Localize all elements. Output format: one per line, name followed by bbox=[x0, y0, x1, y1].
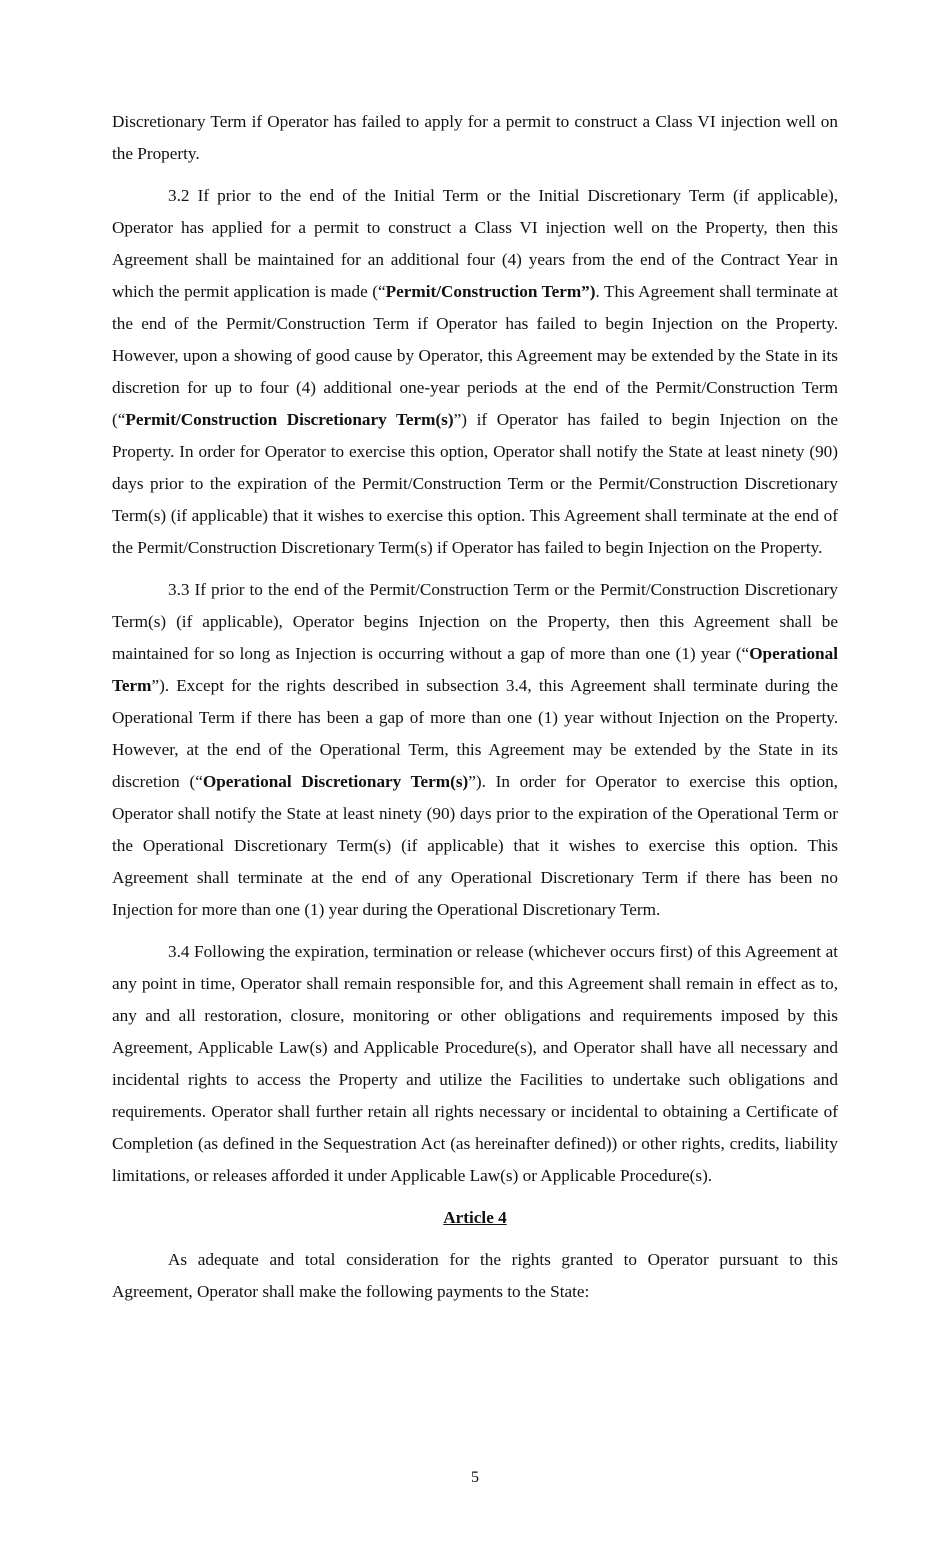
paragraph bbox=[112, 574, 838, 926]
text-run: 3.4 Following the expiration, termination or release (whichever occurs first) of this Agreement at any point in time, Operator shall remain responsible for, and this Agreement shall remain in effect as to, any and all restoration, closure, monitoring or other obligations and requirements imposed by this Agreement, Applicable Law(s) and Applicable Procedure(s), and Operator shall have all necessary and incidental rights to access the Property and utilize the Facilities to undertake such obligations and requirements. Operator shall further retain all rights necessary or incidental to obtaining a Certificate of Completion (as defined in the Sequestration Act (as hereinafter defined)) or other rights, credits, liability limitations, or releases afforded it under Applicable Law(s) or Applicable Procedure(s). bbox=[112, 942, 838, 1185]
page-number: 5 bbox=[471, 1469, 479, 1486]
document-body bbox=[112, 106, 838, 1318]
defined-term: Operational Term bbox=[112, 644, 838, 695]
text-run: As adequate and total consideration for the rights granted to Operator pursuant to this Agreement, Operator shall make the following payments to the State: bbox=[112, 1250, 838, 1301]
text-run: ”). In order for Operator to exercise this option, Operator shall notify the State at least ninety (90) days prior to the expiration of the Operational Term or the Operational Discretionary Term(s) (if applicable) that it wishes to exercise this option. This Agreement shall terminate at the end of any Operational Discretionary Term if there has been no Injection for more than one (1) year during the Operational Discretionary Term. bbox=[112, 772, 838, 919]
text-run: 3.2 If prior to the end of the Initial Term or the Initial Discretionary Term (if applicable), Operator has applied for a permit to construct a Class VI injection well on the Property, then this Agreement shall be maintained for an additional four (4) years from the end of the Contract Year in which the permit application is made (“ bbox=[112, 186, 838, 301]
text-run: Discretionary Term if Operator has failed to apply for a permit to construct a Class VI injection well on the Property. bbox=[112, 112, 838, 163]
paragraph bbox=[112, 1244, 838, 1308]
text-run: ”) if Operator has failed to begin Injection on the Property. In order for Operator to exercise this option, Operator shall notify the State at least ninety (90) days prior to the expiration of the Permit/Construction Term or the Permit/Construction Discretionary Term(s) (if applicable) that it wishes to exercise this option. This Agreement shall terminate at the end of the Permit/Construction Discretionary Term(s) if Operator has failed to begin Injection on the Property. bbox=[112, 410, 839, 557]
paragraph bbox=[112, 936, 838, 1192]
section-heading: Article 4 bbox=[443, 1208, 507, 1227]
paragraph bbox=[112, 106, 838, 170]
paragraph bbox=[112, 180, 838, 564]
defined-term: Permit/Construction Term”) bbox=[385, 282, 596, 301]
defined-term: Operational Discretionary Term(s) bbox=[202, 772, 469, 791]
text-run: . This Agreement shall terminate at the end of the Permit/Construction Term if Operator has failed to begin Injection on the Property. However, upon a showing of good cause by Operator, this Agreement may be extended by the State in its discretion for up to four (4) additional one-year periods at the end of the Permit/Construction Term (“ bbox=[112, 282, 838, 429]
text-run: 3.3 If prior to the end of the Permit/Construction Term or the Permit/Construction Discretionary Term(s) (if applicable), Operator begins Injection on the Property, then this Agreement shall be maintained for so long as Injection is occurring without a gap of more than one (1) year (“ bbox=[112, 580, 838, 663]
text-run: ”). Except for the rights described in subsection 3.4, this Agreement shall terminate during the Operational Term if there has been a gap of more than one (1) year without Injection on the Property. However, at the end of the Operational Term, this Agreement may be extended by the State in its discretion (“ bbox=[112, 676, 838, 791]
defined-term: Permit/Construction Discretionary Term(s) bbox=[125, 410, 454, 429]
